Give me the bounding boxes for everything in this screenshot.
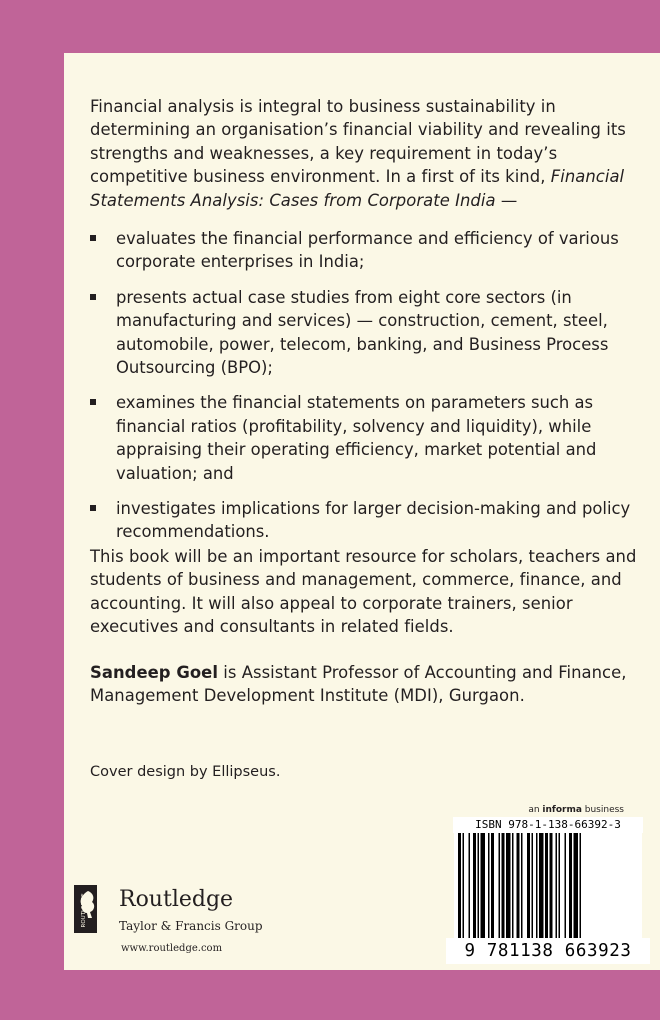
barcode-digits: 9 781138 663923 bbox=[446, 938, 650, 964]
author-bio: is Assistant Professor of Accounting and Finance, Management Development Institute (MDI), Gurgaon. bbox=[90, 663, 627, 706]
barcode-bar bbox=[499, 833, 501, 942]
bullet-square-icon bbox=[90, 294, 96, 300]
barcode-bar bbox=[559, 833, 561, 942]
barcode bbox=[454, 833, 642, 942]
intro-paragraph bbox=[90, 95, 645, 212]
list-item: investigates implications for larger decision-making and policy recommendations. bbox=[90, 497, 650, 544]
barcode-bar bbox=[527, 833, 530, 942]
barcode-bar bbox=[565, 833, 567, 942]
barcode-bar bbox=[569, 833, 572, 942]
barcode-bar bbox=[517, 833, 520, 942]
barcode-bar bbox=[536, 833, 538, 942]
barcode-bar bbox=[469, 833, 471, 942]
bullet-square-icon bbox=[90, 235, 96, 241]
publisher-url: www.routledge.com bbox=[121, 943, 223, 954]
cover-credit: Cover design by Ellipseus. bbox=[90, 764, 281, 780]
author-paragraph bbox=[90, 661, 645, 708]
barcode-bar bbox=[545, 833, 548, 942]
barcode-bar bbox=[463, 833, 465, 942]
logo-wordmark: ROUTLEDGE bbox=[81, 893, 87, 928]
routledge-logo-icon bbox=[74, 885, 97, 933]
publisher-group: Taylor & Francis Group bbox=[119, 919, 263, 933]
isbn-label: ISBN 978-1-138-66392-3 bbox=[453, 817, 643, 833]
barcode-bar bbox=[506, 833, 511, 942]
barcode-bar bbox=[478, 833, 480, 942]
feature-list bbox=[90, 227, 650, 556]
bullet-square-icon bbox=[90, 505, 96, 511]
intro-text: Financial analysis is integral to business sustainability in determining an organisation’s financial viability and revealing its strengths and weaknesses, a key requirement in today’s competitive business environment. In a first of its kind, bbox=[90, 97, 626, 187]
barcode-bar bbox=[481, 833, 486, 942]
list-item: presents actual case studies from eight core sectors (in manufacturing and services) — construction, cement, steel, automobile, power, telecom, banking, and Business Process Outsourcing (BPO); bbox=[90, 286, 650, 380]
informa-tagline: an informa business bbox=[528, 805, 624, 815]
barcode-bars bbox=[454, 833, 642, 942]
author-name: Sandeep Goel bbox=[90, 663, 218, 682]
publisher-name: Routledge bbox=[119, 887, 234, 912]
book-title: Financial Statements Analysis: Cases from Corporate India bbox=[90, 167, 625, 210]
barcode-bar bbox=[556, 833, 558, 942]
bullet-square-icon bbox=[90, 399, 96, 405]
barcode-bar bbox=[512, 833, 514, 942]
barcode-bar bbox=[488, 833, 490, 942]
list-item: examines the financial statements on parameters such as financial ratios (profitability, solvency and liquidity), while appraising their operating efficiency, market potential and valuation; and bbox=[90, 391, 650, 485]
intro-dash: — bbox=[495, 190, 518, 210]
barcode-bar bbox=[521, 833, 523, 942]
barcode-bar bbox=[539, 833, 544, 942]
barcode-bar bbox=[502, 833, 505, 942]
audience-paragraph: This book will be an important resource for scholars, teachers and students of business and management, commerce, finance, and accounting. It will also appeal to corporate trainers, senior executives and consultants in related fields. bbox=[90, 547, 637, 637]
barcode-bar bbox=[473, 833, 476, 942]
list-item: evaluates the financial performance and efficiency of various corporate enterprises in India; bbox=[90, 227, 650, 274]
barcode-bar bbox=[574, 833, 579, 942]
barcode-bar bbox=[491, 833, 494, 942]
barcode-bar bbox=[458, 833, 461, 942]
barcode-bar bbox=[550, 833, 553, 942]
back-cover-panel bbox=[64, 53, 660, 970]
barcode-bar bbox=[580, 833, 582, 942]
barcode-bar bbox=[532, 833, 534, 942]
